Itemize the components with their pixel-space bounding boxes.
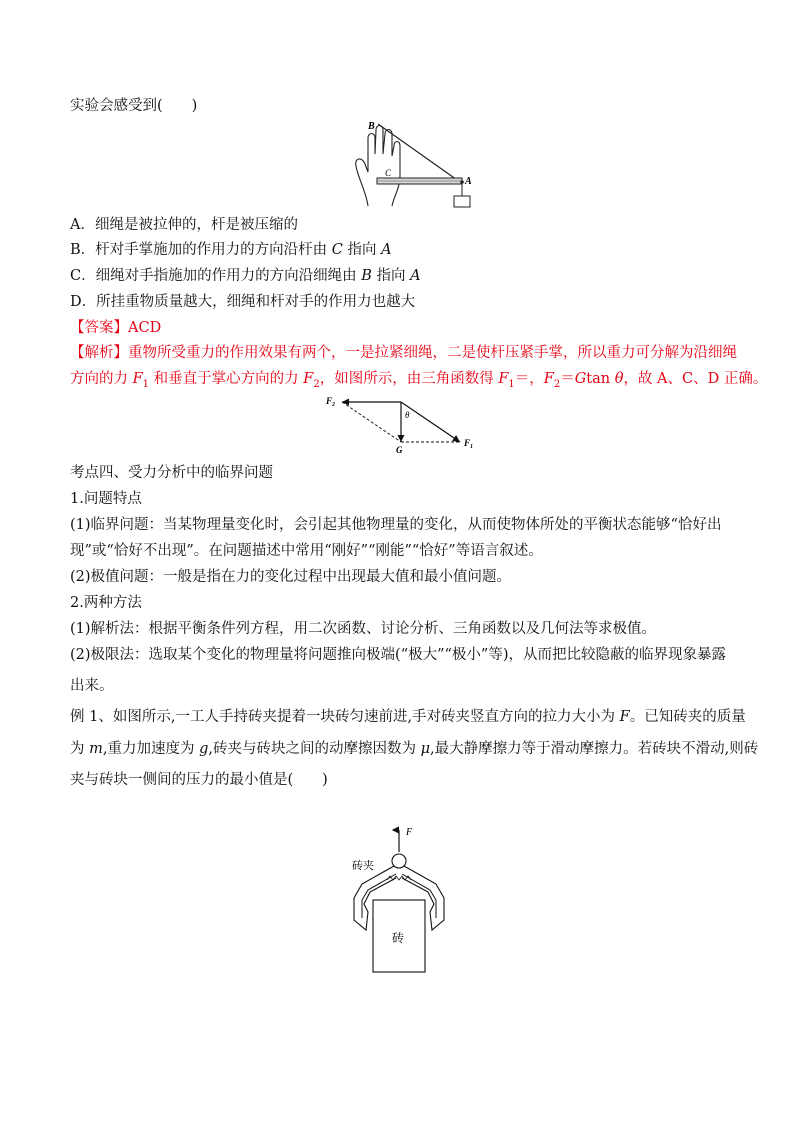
clamp-label: 砖夹 [352, 860, 374, 872]
paragraph-1a: (1)临界问题：当某物理量变化时，会引起其他物理量的变化，从而使物体所处的平衡状态能够“恰好出 [70, 517, 722, 533]
label-c: C [385, 168, 392, 178]
brick-label: 砖 [392, 931, 405, 945]
heading-2: 2.两种方法 [70, 595, 142, 611]
question-tail: 实验会感受到( ) [70, 98, 198, 114]
label-b: B [368, 121, 375, 132]
force-label: F [406, 827, 413, 838]
theta-label: θ [405, 410, 410, 420]
hand-rod-figure [348, 116, 478, 212]
heading-1: 1.问题特点 [70, 491, 142, 507]
option-c: C．细绳对手指施加的作用力的方向沿细绳由 B 指向 A [70, 268, 421, 284]
example-line-3: 夹与砖块一侧间的压力的最小值是( ) [70, 772, 328, 788]
paragraph-3: (1)解析法：根据平衡条件列方程，用二次函数、讨论分析、三角函数以及几何法等求极值。 [70, 621, 657, 637]
paragraph-4b: 出来。 [70, 678, 114, 694]
example-line-1: 例 1、如图所示,一工人手持砖夹提着一块砖匀速前进,手对砖夹竖直方向的拉力大小为 F。已知砖夹的质量 [70, 709, 746, 725]
example-line-2: 为 m,重力加速度为 g,砖夹与砖块之间的动摩擦因数为 μ,最大静摩擦力等于滑动摩擦力。若砖块不滑动,则砖 [70, 741, 759, 757]
option-d: D．所挂重物质量越大，细绳和杆对手的作用力也越大 [70, 294, 416, 310]
option-a: A．细绳是被拉伸的，杆是被压缩的 [70, 217, 298, 233]
analysis-line-1: 【解析】重物所受重力的作用效果有两个，一是拉紧细绳，二是使杆压紧手掌，所以重力可分解为沿细绳 [70, 345, 737, 361]
analysis-line-2: 方向的力 $F_1$ 和垂直于掌心方向的力 $F_2$，如图所示，由三角函数得 $F_1=$，$F_2=Gtan$ θ，故 A、C、D 正确。 [70, 371, 768, 390]
f2-label: $F_2$ [326, 396, 336, 408]
g-label: G [396, 445, 403, 455]
label-a: A [465, 176, 472, 187]
paragraph-4a: (2)极限法：选取某个变化的物理量将问题推向极端(“极大”“极小”等)，从而把比较隐蔽的临界现象暴露 [70, 647, 727, 663]
paragraph-1b: 现”或“恰好不出现”。在问题描述中常用“刚好”“刚能”“恰好”等语言叙述。 [70, 543, 543, 559]
option-b: B．杆对手掌施加的作用力的方向沿杆由 C 指向 A [70, 242, 392, 258]
brick-clamp-figure [340, 818, 470, 976]
paragraph-2: (2)极值问题：一般是指在力的变化过程中出现最大值和最小值问题。 [70, 569, 512, 585]
section-title: 考点四、受力分析中的临界问题 [70, 465, 273, 481]
force-decomposition-figure [322, 390, 482, 456]
answer: 【答案】ACD [70, 320, 162, 336]
f1-label: $F_1$ [464, 438, 474, 450]
